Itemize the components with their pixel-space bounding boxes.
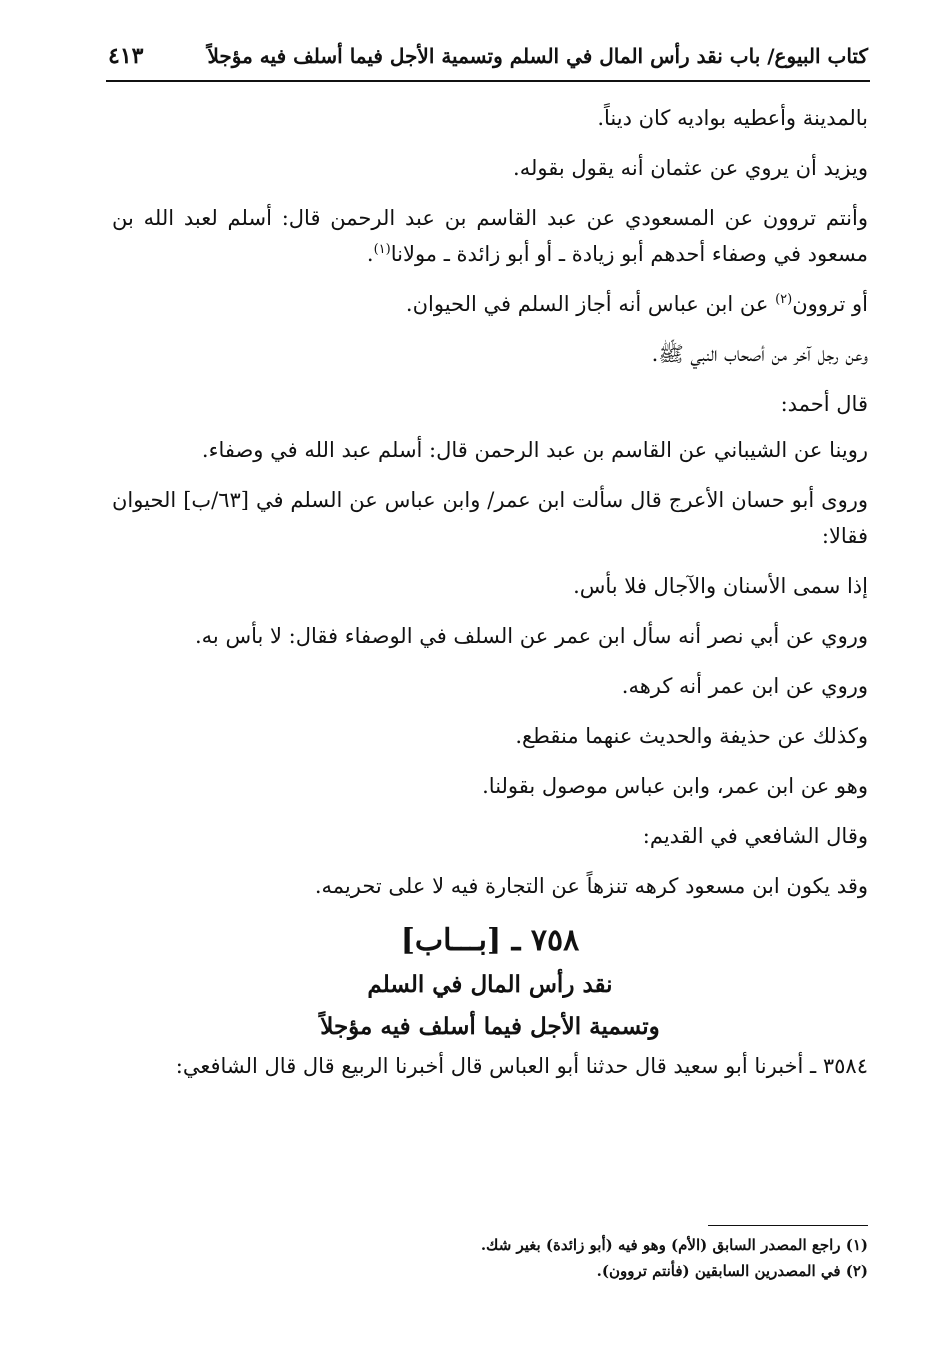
paragraph: وقد يكون ابن مسعود كرهه تنزهاً عن التجارة فيه لا على تحريمه. (314, 874, 868, 898)
chapter-title-line-1: نقد رأس المال في السلم (367, 971, 613, 998)
running-header (108, 36, 868, 76)
footnote-ref: (٢) (775, 292, 793, 307)
header-title: كتاب البيوع/ باب نقد رأس المال في السلم وتسمية الأجل فيما أسلف فيه مؤجلاً (207, 44, 868, 68)
paragraph: بالمدينة وأعطيه بواديه كان ديناً. (597, 106, 868, 130)
paragraph: إذا سمى الأسنان والآجال فلا بأس. (573, 574, 868, 598)
chapter-heading (112, 918, 868, 1048)
chapter-title-line-2: وتسمية الأجل فيما أسلف فيه مؤجلاً (320, 1013, 660, 1040)
main-text (112, 100, 868, 1098)
footnote-1: (١) راجع المصدر السابق (الأم) وهو فيه (أبو زائدة) بغير شك. (480, 1236, 868, 1254)
paragraph: وأنتم تروون عن المسعودي عن عبد القاسم بن عبد الرحمن قال: أسلم لعبد الله بن مسعود في وصفاء أحدهم أبو زيادة ـ أو أبو زائدة ـ مولانا$^{(١)}$. (112, 206, 868, 266)
footnote-divider (708, 1225, 868, 1226)
paragraph: روينا عن الشيباني عن القاسم بن عبد الرحمن قال: أسلم عبد الله في وصفاء. (201, 438, 868, 462)
paragraph: وكذلك عن حذيفة والحديث عنهما منقطع. (515, 724, 868, 748)
page-number: ٤١٣ (108, 43, 144, 69)
hadith-paragraph: ٣٥٨٤ ـ أخبرنا أبو سعيد قال حدثنا أبو العباس قال أخبرنا الربيع قال قال الشافعي: (175, 1054, 868, 1078)
paragraph: وروي عن ابن عمر أنه كرهه. (621, 674, 868, 698)
paragraph: وعن رجل آخر من أصحاب النبي ﷺ. (651, 342, 868, 366)
header-divider (106, 80, 870, 82)
footnotes (112, 1232, 868, 1284)
paragraph: وقال الشافعي في القديم: (642, 824, 868, 848)
paragraph: قال أحمد: (780, 392, 868, 416)
paragraph: وروي عن أبي نصر أنه سأل ابن عمر عن السلف في الوصفاء فقال: لا بأس به. (195, 624, 868, 648)
footnote-2: (٢) في المصدرين السابقين (فأنتم تروون). (596, 1262, 868, 1280)
paragraph: وهو عن ابن عمر، وابن عباس موصول بقولنا. (482, 774, 868, 798)
paragraph: وروى أبو حسان الأعرج قال سألت ابن عمر/ وابن عباس عن السلم في [٦٣/ب] الحيوان فقالا: (112, 488, 868, 548)
footnote-ref: (١) (373, 242, 391, 257)
paragraph: أو تروون$^{(٢)}$ عن ابن عباس أنه أجاز السلم في الحيوان. (405, 292, 868, 316)
paragraph: ويزيد أن يروي عن عثمان أنه يقول بقوله. (513, 156, 868, 180)
manuscript-folio-marker: [٦٣/ب] (183, 488, 249, 512)
chapter-number: ٧٥٨ ـ [بـــاب] (400, 923, 580, 958)
